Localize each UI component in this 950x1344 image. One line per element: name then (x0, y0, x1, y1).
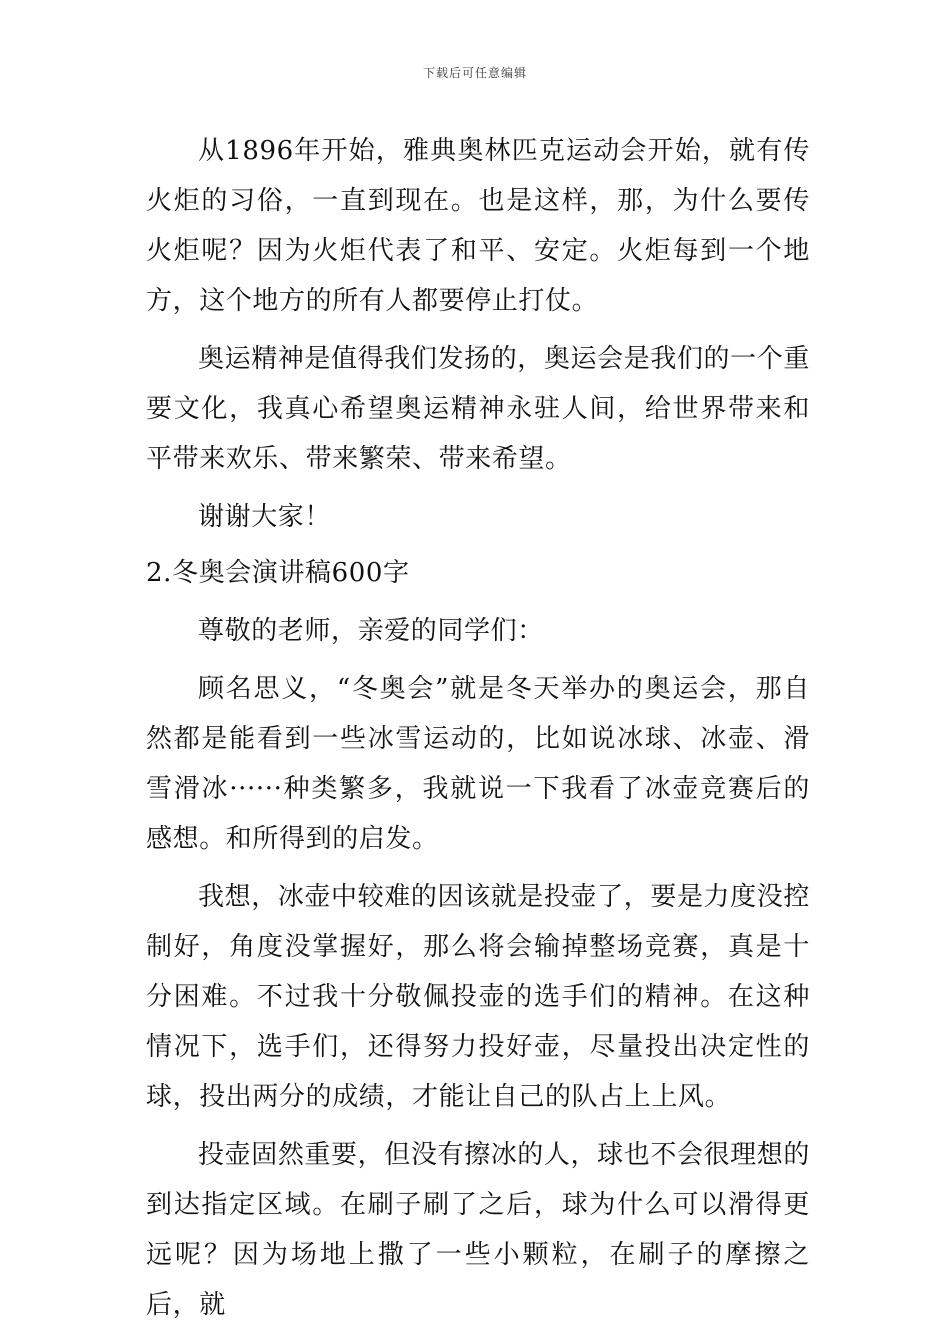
paragraph-olympic-spirit: 奥运精神是值得我们发扬的，奥运会是我们的一个重要文化，我真心希望奥运精神永驻人间，给世界带来和平带来欢乐、带来繁荣、带来希望。 (146, 344, 810, 474)
page-header-note: 下载后可任意编辑 (422, 66, 527, 80)
paragraph-curling-sweep: 投壶固然重要，但没有擦冰的人，球也不会很理想的到达指定区域。在刷子刷了之后，球为什么可以滑得更远呢？因为场地上撒了一些小颗粒，在刷子的摩擦之后，就 (146, 1140, 810, 1320)
paragraph-thanks: 谢谢大家！ (198, 502, 332, 532)
document-body (146, 126, 810, 1330)
section-heading: 2.冬奥会演讲稿600字 (146, 558, 410, 588)
paragraph-salutation: 尊敬的老师，亲爱的同学们： (198, 616, 544, 646)
paragraph-curling-throw: 我想，冰壶中较难的因该就是投壶了，要是力度没控制好，角度没掌握好，那么将会输掉整场竞赛，真是十分困难。不过我十分敬佩投壶的选手们的精神。在这种情况下，选手们，还得努力投好壶，尽量投出决定性的球，投出两分的成绩，才能让自己的队占上上风。 (146, 882, 810, 1112)
paragraph-winter-olympics-intro: 顾名思义，“冬奥会”就是冬天举办的奥运会，那自然都是能看到一些冰雪运动的，比如说冰球、冰壶、滑雪滑冰······种类繁多，我就说一下我看了冰壶竞赛后的感想。和所得到的启发。 (146, 674, 810, 854)
paragraph-torch-history: 从1896年开始，雅典奥林匹克运动会开始，就有传火炬的习俗，一直到现在。也是这样，那，为什么要传火炬呢？因为火炬代表了和平、安定。火炬每到一个地方，这个地方的所有人都要停止打仗。 (146, 136, 810, 316)
